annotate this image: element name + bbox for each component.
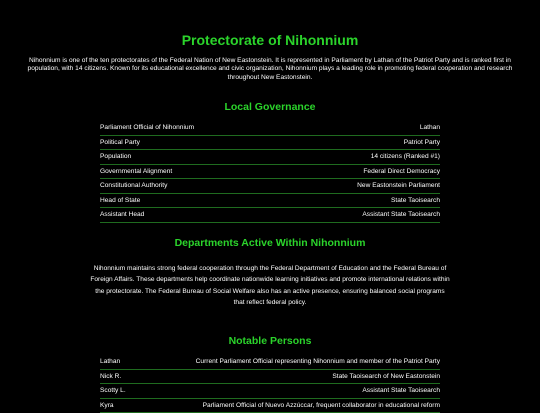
table-row	[100, 136, 440, 151]
table-row	[100, 355, 440, 370]
row-label: Political Party	[100, 139, 140, 146]
governance-table	[100, 121, 440, 223]
row-value: Lathan	[420, 124, 440, 131]
row-value: State Taoisearch	[391, 197, 440, 204]
table-row	[100, 370, 440, 385]
row-value: Federal Direct Democracy	[363, 168, 440, 175]
row-value: New Eastonstein Parliament	[357, 182, 440, 189]
persons-table	[100, 355, 440, 413]
table-row	[100, 121, 440, 136]
governance-heading: Local Governance	[0, 100, 540, 114]
departments-paragraph: Nihonnium maintains strong federal cooperation through the Federal Department of Education and the Federal Bureau of Foreign Affairs. These departments help coordinate nationwide learning initiatives and promote international relations within the protectorate. The Federal Bureau of Social Welfare also has an active presence, ensuring balanced social programs that reflect federal policy.	[90, 263, 450, 308]
table-row	[100, 208, 440, 223]
row-label: Head of State	[100, 197, 140, 204]
row-label: Kyra	[100, 402, 114, 409]
departments-heading: Departments Active Within Nihonnium	[0, 236, 540, 250]
row-label: Population	[100, 153, 131, 160]
table-row	[100, 194, 440, 209]
page-title: Protectorate of Nihonnium	[0, 31, 540, 49]
row-label: Lathan	[100, 358, 120, 365]
row-label: Governmental Alignment	[100, 168, 172, 175]
row-value: Parliament Official of Nuevo Azzúccar, frequent collaborator in educational reform	[203, 402, 440, 409]
intro-paragraph: Nihonnium is one of the ten protectorates of the Federal Nation of New Eastonstein. It is represented in Parliament by Lathan of the Patriot Party and is ranked first in population, with 14 citizens. Known for its educational excellence and civic organization, Nihonnium plays a leading role in promoting federal cooperation and research throughout New Eastonstein.	[22, 57, 518, 82]
row-value: Assistant State Taoisearch	[362, 211, 440, 218]
table-row	[100, 150, 440, 165]
row-label: Constitutional Authority	[100, 182, 167, 189]
table-row	[100, 179, 440, 194]
row-value: Current Parliament Official representing Nihonnium and member of the Patriot Party	[196, 358, 440, 365]
row-value: 14 citizens (Ranked #1)	[371, 153, 440, 160]
persons-heading: Notable Persons	[0, 334, 540, 348]
table-row	[100, 384, 440, 399]
row-label: Assistant Head	[100, 211, 144, 218]
table-row	[100, 165, 440, 180]
table-row	[100, 399, 440, 413]
row-value: Assistant State Taoisearch	[362, 387, 440, 394]
row-value: Patriot Party	[404, 139, 440, 146]
row-value: State Taoisearch of New Eastonstein	[332, 373, 440, 380]
row-label: Parliament Official of Nihonnium	[100, 124, 194, 131]
row-label: Scotty L.	[100, 387, 126, 394]
row-label: Nick R.	[100, 373, 121, 380]
